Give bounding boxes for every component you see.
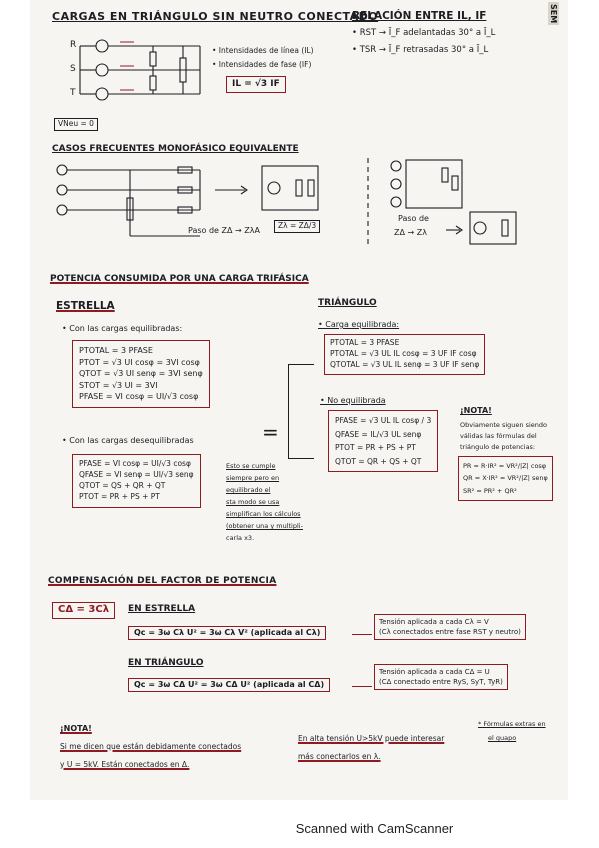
phase-current-note: • Intensidades de fase (IF): [212, 60, 312, 69]
node-r-label: R: [70, 40, 77, 50]
unbalanced-star-box: [72, 454, 201, 508]
delta-unbalanced-line-2: QFASE = IL/√3 UL senφ: [335, 429, 422, 439]
footer-nota-line-2: y U = 5kV. Están conectados en Δ.: [60, 760, 190, 769]
delta-compensation-formula: Qc = 3ω CΔ U² = 3ω CΔ U² (aplicada al CΔ): [134, 680, 325, 689]
delta-voltage-line-2: (CΔ conectado entre RyS, SyT, TyR): [379, 678, 503, 687]
note-line-3: equilibrado el: [226, 486, 271, 494]
power-triangle-box: [458, 456, 553, 501]
high-voltage-line-1: En alta tensión U>5kV puede interesar: [298, 734, 445, 743]
delta-balanced-box: [324, 334, 485, 375]
line-current-note: • Intensidades de línea (IL): [212, 46, 314, 55]
unbalanced-line-1: PFASE = VI cosφ = UI/√3 cosφ: [79, 459, 191, 468]
relation-tsr: • TSR → Ī_F retrasadas 30° a Ī_L: [352, 45, 489, 55]
star-compensation-formula: Qc = 3ω Cλ U² = 3ω Cλ V² (aplicada al Cλ): [134, 628, 321, 637]
star-compensation-formula-box: [128, 626, 326, 640]
unbalanced-label: • Con las cargas desequilibradas: [62, 436, 194, 445]
delta-formula-arrow: [352, 686, 372, 687]
note-line-1: Esto se cumple: [226, 462, 276, 470]
balanced-line-4: STOT = √3 UI = 3VI: [79, 380, 158, 390]
note-line-5: simplifican los cálculos: [226, 510, 301, 518]
delta-compensation-heading: EN TRIÁNGULO: [128, 658, 204, 668]
capacitor-relation: CΔ = 3Cλ: [58, 604, 110, 615]
footer-nota-line-1: Si me dicen que están debidamente conectados: [60, 742, 242, 751]
balanced-line-5: PFASE = VI cosφ = UI/√3 cosφ: [79, 392, 199, 402]
vneu-label: VNeu = 0: [58, 119, 94, 128]
nota-line-1: Obviamente siguen siendo: [460, 421, 547, 429]
extra-formulas-line-1: * Fórmulas extras en: [478, 720, 546, 728]
scanner-watermark: [0, 818, 599, 837]
note-line-4: sta modo se usa: [226, 498, 280, 506]
node-s-label: S: [70, 64, 76, 74]
balanced-label: • Con las cargas equilibradas:: [62, 324, 183, 333]
footer-nota-title: ¡NOTA!: [60, 724, 92, 733]
unbalanced-line-3: QTOT = QS + QR + QT: [79, 480, 166, 490]
power-title: POTENCIA CONSUMIDA POR UNA CARGA TRIFÁSICA: [50, 274, 309, 284]
line-phase-formula-box: [226, 76, 286, 93]
star-voltage-box: [374, 614, 526, 640]
paso-right-label-2: ZΔ → Zλ: [394, 228, 427, 237]
note-line-7: carla x3.: [226, 534, 255, 542]
bracket-vertical: [288, 364, 289, 458]
balanced-line-2: PTOT = √3 UI cosφ = 3VI cosφ: [79, 357, 200, 367]
paso-formula-box: [274, 220, 320, 233]
delta-compensation-formula-box: [128, 678, 330, 692]
relation-rst: • RST → Ī_F adelantadas 30° a Ī_L: [352, 28, 496, 38]
note-line-2: siempre pero en: [226, 474, 280, 482]
node-t-label: T: [70, 88, 76, 98]
delta-unbalanced-box: [328, 410, 438, 472]
edge-tab: SEM: [549, 4, 558, 24]
line-phase-formula: IL = √3 IF: [232, 79, 280, 89]
delta-unbalanced-label: • No equilibrada: [320, 396, 386, 405]
delta-balanced-line-1: PTOTAL = 3 PFASE: [330, 338, 400, 347]
delta-voltage-box: [374, 664, 508, 690]
paso-left-label: Paso de ZΔ → ZλA: [188, 226, 260, 235]
delta-unbalanced-line-4: QTOT = QR + QS + QT: [335, 456, 422, 466]
star-compensation-heading: EN ESTRELLA: [128, 604, 196, 614]
single-phase-equivalent-diagrams: [50, 158, 530, 254]
star-voltage-line-2: (Cλ conectados entre fase RST y neutro): [379, 628, 521, 637]
star-heading: ESTRELLA: [56, 300, 115, 312]
star-voltage-line-1: Tensión aplicada a cada Cλ = V: [379, 618, 489, 626]
high-voltage-line-2: más conectarlos en λ.: [298, 752, 381, 761]
scanner-label: Scanned with CamScanner: [295, 821, 454, 836]
paso-right-label-1: Paso de: [398, 214, 429, 223]
power-triangle-line-1: PR = R·IR² = VR²/|Z| cosφ: [463, 462, 547, 470]
paso-formula: Zλ = ZΔ/3: [278, 221, 317, 230]
scanned-page: [30, 0, 568, 800]
delta-unbalanced-line-3: PTOT = PR + PS + PT: [335, 443, 416, 452]
compensation-title: COMPENSACIÓN DEL FACTOR DE POTENCIA: [48, 576, 277, 586]
balanced-star-box: [72, 340, 210, 408]
extra-formulas-line-2: el guapo: [488, 734, 517, 742]
nota-line-2: válidas las fórmulas del: [460, 432, 537, 440]
balanced-line-1: PTOTAL = 3 PFASE: [79, 346, 153, 355]
bracket-top-arrow: [288, 364, 314, 365]
delta-heading: TRIÁNGULO: [318, 298, 377, 308]
delta-unbalanced-line-1: PFASE = √3 UL IL cosφ / 3: [335, 416, 432, 425]
power-triangle-line-3: SR² = PR² + QR²: [463, 486, 517, 495]
delta-balanced-line-2: PTOTAL = √3 UL IL cosφ = 3 UF IF cosφ: [330, 348, 477, 358]
star-note: [226, 460, 303, 544]
delta-circuit-diagram: [50, 24, 230, 116]
nota-title: ¡NOTA!: [460, 406, 492, 415]
page-title: CARGAS EN TRIÁNGULO SIN NEUTRO CONECTADO: [52, 10, 379, 23]
bracket-bottom-arrow: [288, 458, 314, 459]
unbalanced-line-4: PTOT = PR + PS + PT: [79, 491, 160, 501]
nota-text: [460, 420, 547, 453]
vneu-box: [54, 118, 98, 131]
star-formula-arrow: [352, 634, 372, 635]
delta-voltage-line-1: Tensión aplicada a cada CΔ = U: [379, 668, 490, 676]
power-triangle-line-2: QR = X·IR² = VR²/|Z| senφ: [463, 474, 548, 483]
relation-title: RELACIÓN ENTRE IL, IF: [352, 10, 487, 22]
delta-balanced-line-3: QTOTAL = √3 UL IL senφ = 3 UF IF senφ: [330, 359, 480, 369]
equals-sign: =: [262, 420, 279, 444]
note-line-6: (obtener una y multipli-: [226, 522, 303, 530]
capacitor-relation-box: [52, 602, 115, 619]
unbalanced-line-2: QFASE = VI senφ = UI/√3 senφ: [79, 469, 194, 479]
balanced-line-3: QTOT = √3 UI senφ = 3VI senφ: [79, 369, 203, 379]
nota-line-3: triángulo de potencias:: [460, 443, 536, 451]
cases-title: CASOS FRECUENTES MONOFÁSICO EQUIVALENTE: [52, 144, 299, 154]
delta-balanced-label: • Carga equilibrada:: [318, 320, 400, 329]
